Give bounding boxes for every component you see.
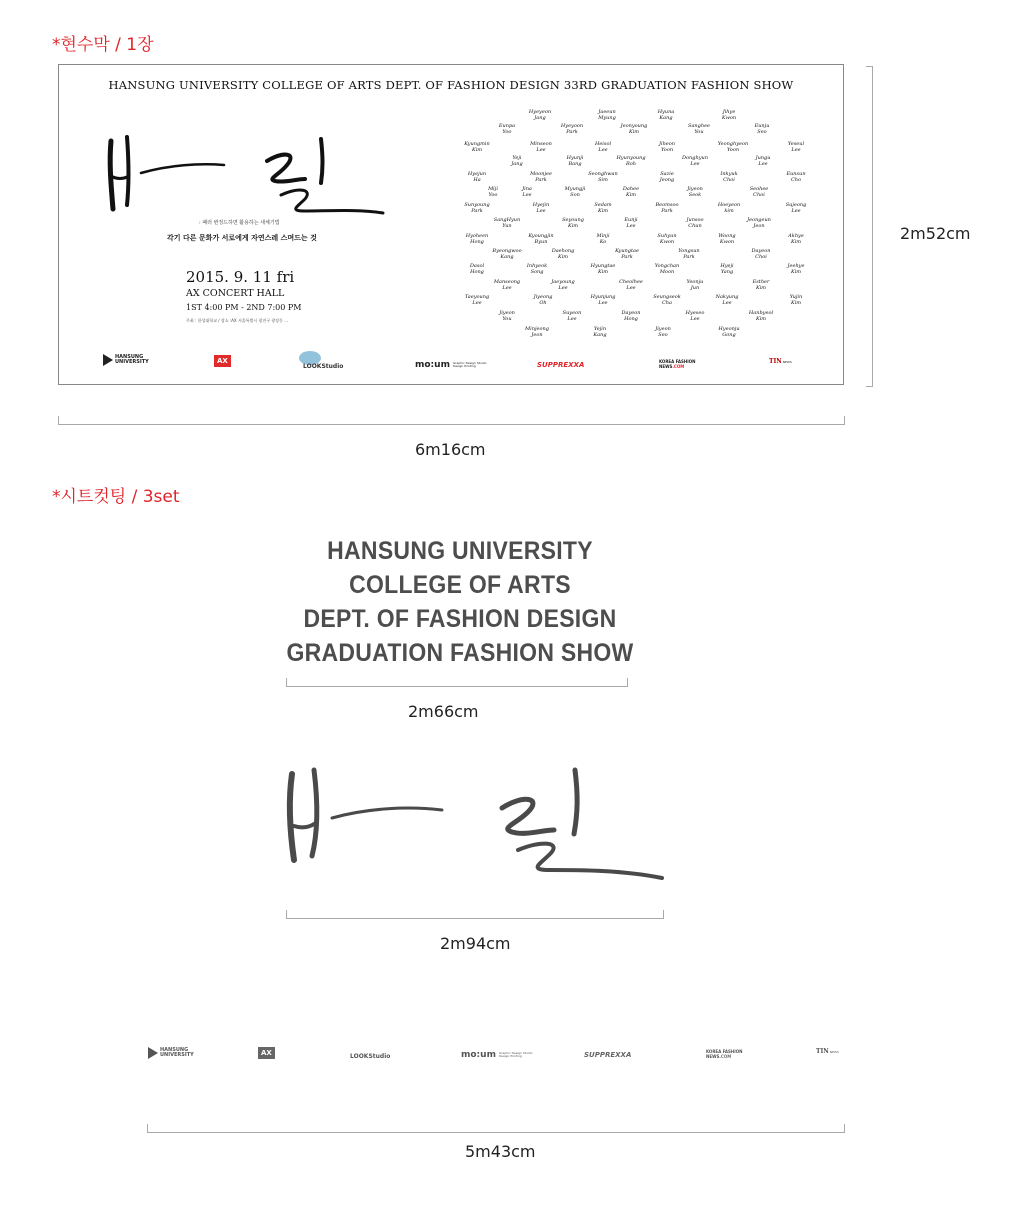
designer-name: Yeji Jang — [511, 155, 523, 167]
banner-header: HANSUNG UNIVERSITY COLLEGE OF ARTS DEPT. OF FASHION DESIGN 33RD GRADUATION FASHION SHOW — [108, 78, 794, 92]
logo-moum-sub: Graphic Design Studio Design Printing — [498, 1051, 533, 1058]
designer-name: Jiyeon You — [499, 310, 515, 322]
designer-name: Eunji Lee — [624, 217, 638, 229]
sheet-title-line: GRADUATION FASHION SHOW — [286, 639, 634, 667]
designer-name: Nakyung Lee — [715, 294, 739, 306]
designer-name: Yongsun Park — [678, 248, 700, 260]
designer-name: Myungji Son — [564, 186, 586, 198]
designer-name: Hyunjung Lee — [590, 294, 616, 306]
designer-name: Junsoo Chun — [686, 217, 704, 229]
width-bracket — [58, 416, 845, 425]
designer-name: Heisol Lee — [594, 141, 612, 153]
logo-look-text: LOOKStudio — [350, 1053, 391, 1060]
designer-name: Eunju Seo — [754, 123, 770, 135]
designer-name: Eunpa Yoo — [498, 123, 516, 135]
designer-name: Kyoungjin Byun — [528, 233, 554, 245]
designer-name: Dahee Kim — [622, 186, 640, 198]
logo-moum — [415, 360, 486, 370]
logos-width-bracket — [147, 1124, 845, 1133]
designer-name: Hyunji Bang — [566, 155, 584, 167]
designer-name: Hyeyoon Park — [560, 123, 584, 135]
designer-name: Jina Lee — [522, 186, 532, 198]
designer-name: Esther Kim — [752, 279, 770, 291]
designer-name: Dayeon Hong — [621, 310, 641, 322]
logo-supprexxa — [537, 361, 584, 369]
designer-name: Inhyeok Song — [526, 263, 548, 275]
designer-name: Sazie Jeong — [659, 171, 675, 183]
designer-name: Miji Yoo — [488, 186, 498, 198]
logo-tin — [769, 358, 792, 365]
hansung-mark-icon — [148, 1047, 158, 1059]
designer-name: Yeseul Lee — [787, 141, 805, 153]
logo-hansung-text: HANSUNG UNIVERSITY — [160, 1047, 194, 1058]
designer-name: Hyeonju Gong — [718, 326, 740, 338]
logo-hansung-text: HANSUNG UNIVERSITY — [115, 354, 149, 365]
banner-width-label: 6m16cm — [415, 440, 486, 459]
logo-kfn — [659, 359, 695, 369]
logos-width-label: 5m43cm — [465, 1142, 536, 1161]
logo-hansung — [103, 354, 149, 366]
logo-supprexxa-text: SUPPREXXA — [537, 361, 585, 369]
designer-name: Jiyeon Seok — [687, 186, 703, 198]
logo-tin-sub: NEWS — [829, 1049, 839, 1054]
logo-tin-text: TIN — [816, 1048, 829, 1055]
sheet-title-line: COLLEGE OF ARTS — [349, 571, 571, 599]
designer-name: Donghyun Lee — [682, 155, 708, 167]
designer-name: Hyunyoung Roh — [616, 155, 646, 167]
designer-name: Hyeseo Lee — [685, 310, 705, 322]
banner-height-label: 2m52cm — [900, 224, 971, 243]
banner-section-title: *현수막 / 1장 — [52, 35, 154, 55]
designer-name: Hyungtae Kim — [590, 263, 616, 275]
calligraphy-width-bracket — [286, 910, 664, 919]
hansung-mark-icon — [103, 354, 113, 366]
designer-name: Hyeji Yang — [720, 263, 734, 275]
designer-name: Jungu Lee — [755, 155, 771, 167]
logo-look-text: LOOKStudio — [303, 363, 344, 370]
designer-name: Cheolhee Lee — [619, 279, 643, 291]
designer-name: Minjeong Jeon — [525, 326, 549, 338]
logo-kfn-accent: .COM — [672, 364, 685, 369]
designer-name: Inkyuk Choi — [720, 171, 738, 183]
logo-tin — [816, 1048, 839, 1055]
logo-ax — [214, 355, 231, 367]
designer-name: Hyejin Lee — [532, 202, 550, 214]
designer-name: Kyungtae Park — [615, 248, 639, 260]
event-time: 1ST 4:00 PM - 2ND 7:00 PM — [186, 303, 302, 312]
designer-name: Beomsoo Park — [655, 202, 679, 214]
tagline-small: : 패러 변정드하면 활용하는 새체기법 — [199, 220, 280, 226]
designer-name: Dasol Hong — [469, 263, 485, 275]
calligraphy-artwork — [99, 123, 389, 223]
designer-name: Yujin Kim — [789, 294, 803, 306]
designer-name: Jiheon Yoon — [658, 141, 675, 153]
designer-name: Hyoheen Hong — [465, 233, 489, 245]
sheet-title-block — [258, 534, 663, 670]
designer-name: Sujeong Lee — [785, 202, 807, 214]
logo-moum — [461, 1050, 532, 1060]
designer-name: Jaeyoung Lee — [551, 279, 575, 291]
designer-name: Yeonju Jun — [686, 279, 704, 291]
designer-name: Minji Ko — [596, 233, 610, 245]
logo-hansung — [148, 1047, 194, 1059]
logo-supprexxa — [584, 1051, 631, 1059]
height-bracket — [866, 66, 873, 387]
designer-name: Suyeon Lee — [562, 310, 582, 322]
designer-name: Taeyoung Lee — [464, 294, 490, 306]
title-width-bracket — [286, 678, 628, 687]
designer-name: Hyuna Kang — [657, 109, 675, 121]
designer-name: Jihye Kwon — [721, 109, 737, 121]
logo-moum-text: mo:um — [415, 360, 450, 370]
designer-name: Yeonghyeon Yoon — [717, 141, 749, 153]
event-footnote: 주최 : 한성대학교 / 장소 :AX 서울특별시 광진구 광장동 ... — [186, 318, 289, 323]
designer-name: Suhyun Kwon — [657, 233, 677, 245]
designer-name: Yongchan Moon — [654, 263, 680, 275]
designer-name: Sanghee You — [688, 123, 710, 135]
designer-name: Dayeon Choi — [751, 248, 771, 260]
designer-name: Akhye Kim — [788, 233, 804, 245]
sheet-title-line: DEPT. OF FASHION DESIGN — [303, 605, 617, 633]
designer-name: Hanbyeol Kim — [748, 310, 774, 322]
event-date: 2015. 9. 11 fri — [186, 268, 295, 286]
designer-name: Byeongwoo Kang — [492, 248, 522, 260]
logo-tin-text: TIN — [769, 358, 782, 365]
designer-name: Jeonyoung Kim — [620, 123, 648, 135]
designer-name: Sedam Kim — [594, 202, 612, 214]
sheet-title-line: HANSUNG UNIVERSITY — [327, 537, 593, 565]
calligraphy-large-artwork — [280, 762, 670, 887]
event-venue: AX CONCERT HALL — [186, 288, 285, 299]
designer-name: Jiyeon Seo — [655, 326, 671, 338]
logo-moum-sub: Graphic Design Studio Design Printing — [452, 361, 487, 368]
designer-name: Hoeyeon kim — [717, 202, 741, 214]
title-width-label: 2m66cm — [408, 702, 479, 721]
designer-name: Minseon Lee — [530, 141, 552, 153]
logo-kfn — [706, 1049, 742, 1059]
designer-name: Seyoung Kim — [562, 217, 584, 229]
designer-name: Jeehye Kim — [787, 263, 805, 275]
logo-lookstudio — [303, 363, 343, 370]
logo-kfn-line1: KOREA FASHION — [659, 359, 696, 364]
designer-name: Eunsun Cho — [786, 171, 806, 183]
calligraphy-width-label: 2m94cm — [440, 934, 511, 953]
logo-kfn-line2: NEWS — [659, 364, 673, 369]
sheet-section-title: *시트컷팅 / 3set — [52, 487, 180, 507]
designer-name: Yejin Kang — [593, 326, 607, 338]
logo-moum-text: mo:um — [461, 1050, 496, 1060]
logo-lookstudio — [350, 1053, 390, 1060]
logo-ax — [258, 1047, 275, 1059]
logo-supprexxa-text: SUPPREXXA — [584, 1051, 632, 1059]
logo-ax-text: AX — [258, 1047, 275, 1059]
tagline: 각기 다른 문화가 서로에게 자연스레 스며드는 것 — [167, 234, 317, 242]
designer-name: Moonjee Park — [530, 171, 552, 183]
banner-artwork — [58, 64, 844, 385]
designer-name: Seohee Choi — [749, 186, 769, 198]
designer-name: Hyejun Ha — [467, 171, 487, 183]
designer-name: Woong Kwon — [718, 233, 736, 245]
logo-kfn-line1: KOREA FASHION — [706, 1049, 743, 1054]
designer-name: Jiyeong Oh — [533, 294, 553, 306]
logo-kfn-accent: .COM — [719, 1054, 732, 1059]
designer-name: Seonghwan Sim — [588, 171, 618, 183]
designer-name: Seungseok Cha — [653, 294, 681, 306]
logo-ax-text: AX — [214, 355, 231, 367]
designer-name: Jaeeun Myung — [598, 109, 616, 121]
logo-tin-sub: NEWS — [782, 359, 792, 364]
designer-name: Manseong Lee — [493, 279, 521, 291]
designer-name: Hyeyeon Jang — [528, 109, 552, 121]
designer-name: Kyungmin Kim — [464, 141, 490, 153]
designer-name: Daehong Kim — [551, 248, 575, 260]
logo-kfn-line2: NEWS — [706, 1054, 720, 1059]
designer-name: Sunyoung Park — [464, 202, 490, 214]
designer-name: SangHyun Yun — [493, 217, 521, 229]
designer-name: Jeongeun Jeon — [747, 217, 771, 229]
